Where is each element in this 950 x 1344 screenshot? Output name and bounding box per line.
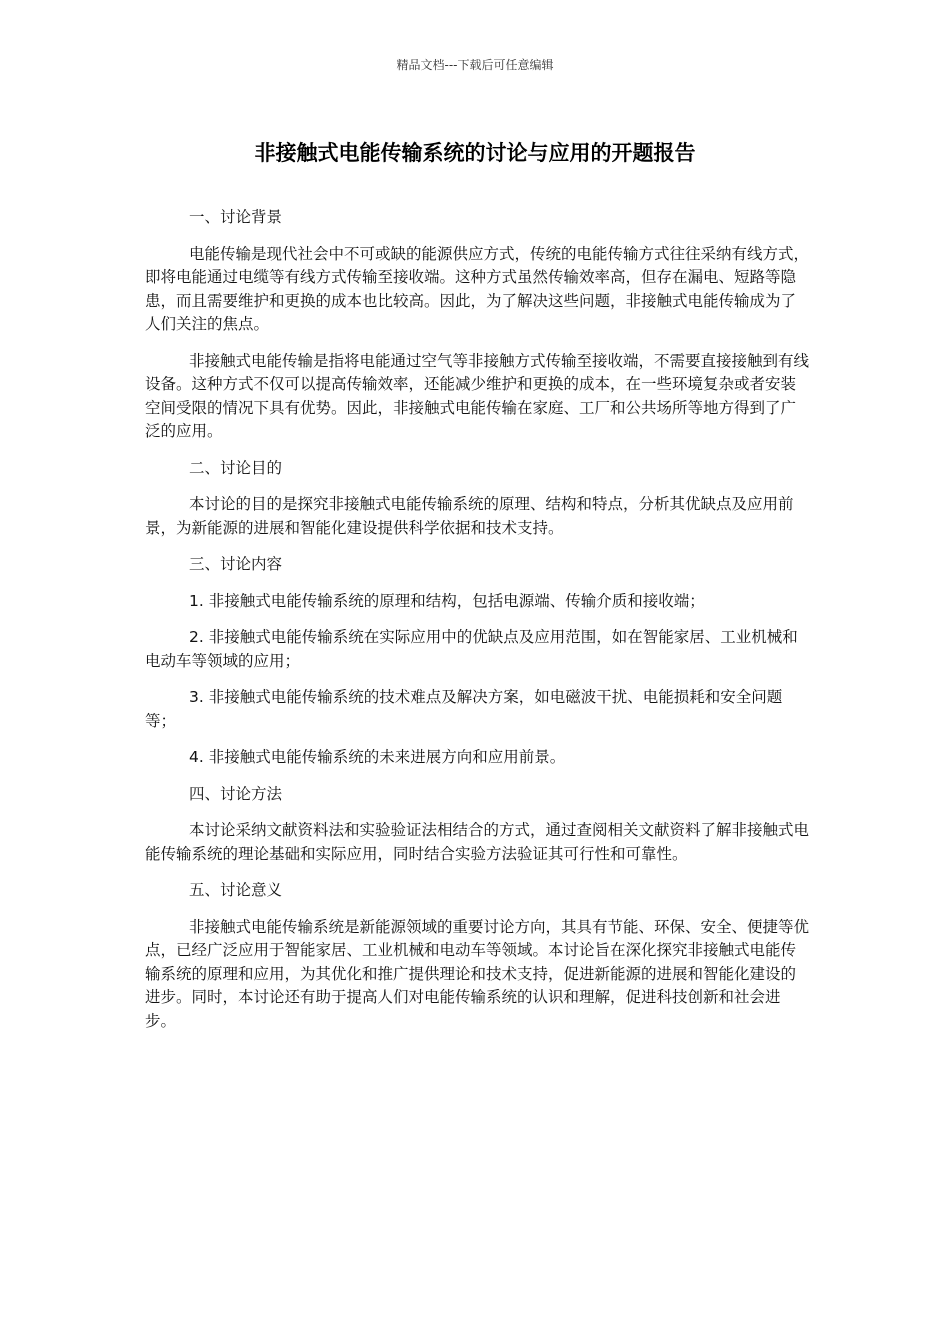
list-item: 1. 非接触式电能传输系统的原理和结构，包括电源端、传输介质和接收端； — [189, 591, 705, 610]
section-method — [145, 783, 810, 867]
list-item: 3. 非接触式电能传输系统的技术难点及解决方案，如电磁波干扰、电能损耗和安全问题等； — [145, 688, 783, 730]
section-heading: 三、讨论内容 — [189, 555, 283, 573]
document-body — [145, 206, 810, 1046]
paragraph: 本讨论采纳文献资料法和实验验证法相结合的方式，通过查阅相关文献资料了解非接触式电能传输系统的理论基础和实际应用，同时结合实验方法验证其可行性和可靠性。 — [145, 821, 810, 863]
section-heading: 四、讨论方法 — [189, 784, 283, 803]
section-significance — [145, 879, 810, 1033]
section-background — [145, 206, 810, 444]
paragraph: 非接触式电能传输是指将电能通过空气等非接触方式传输至接收端，不需要直接接触到有线设备。这种方式不仅可以提高传输效率，还能减少维护和更换的成本，在一些环境复杂或者安装空间受限的情况下具有优势。因此，非接触式电能传输在家庭、工厂和公共场所等地方得到了广泛的应用。 — [145, 351, 810, 440]
paragraph: 本讨论的目的是探究非接触式电能传输系统的原理、结构和特点，分析其优缺点及应用前景，为新能源的进展和智能化建设提供科学依据和技术支持。 — [145, 495, 794, 537]
section-heading: 二、讨论目的 — [189, 458, 283, 477]
paragraph: 非接触式电能传输系统是新能源领域的重要讨论方向，其具有节能、环保、安全、便捷等优点，已经广泛应用于智能家居、工业机械和电动车等领域。本讨论旨在深化探究非接触式电能传输系统的原理和应用，为其优化和推广提供理论和技术支持，促进新能源的进展和智能化建设的进步。同时，本讨论还有助于提高人们对电能传输系统的认识和理解，促进科技创新和社会进步。 — [145, 917, 810, 1030]
section-heading: 一、讨论背景 — [189, 208, 283, 226]
section-content — [145, 553, 810, 770]
page-header-note: 精品文档---下载后可任意编辑 — [396, 58, 554, 72]
document-title: 非接触式电能传输系统的讨论与应用的开题报告 — [254, 141, 696, 165]
list-item: 4. 非接触式电能传输系统的未来进展方向和应用前景。 — [189, 748, 566, 766]
list-item: 2. 非接触式电能传输系统在实际应用中的优缺点及应用范围，如在智能家居、工业机械和电动车等领域的应用； — [145, 628, 798, 670]
section-purpose — [145, 457, 810, 541]
paragraph: 电能传输是现代社会中不可或缺的能源供应方式，传统的电能传输方式往往采纳有线方式，即将电能通过电缆等有线方式传输至接收端。这种方式虽然传输效率高，但存在漏电、短路等隐患，而且需要维护和更换的成本也比较高。因此，为了解决这些问题，非接触式电能传输成为了人们关注的焦点。 — [145, 244, 810, 333]
section-heading: 五、讨论意义 — [189, 881, 283, 899]
